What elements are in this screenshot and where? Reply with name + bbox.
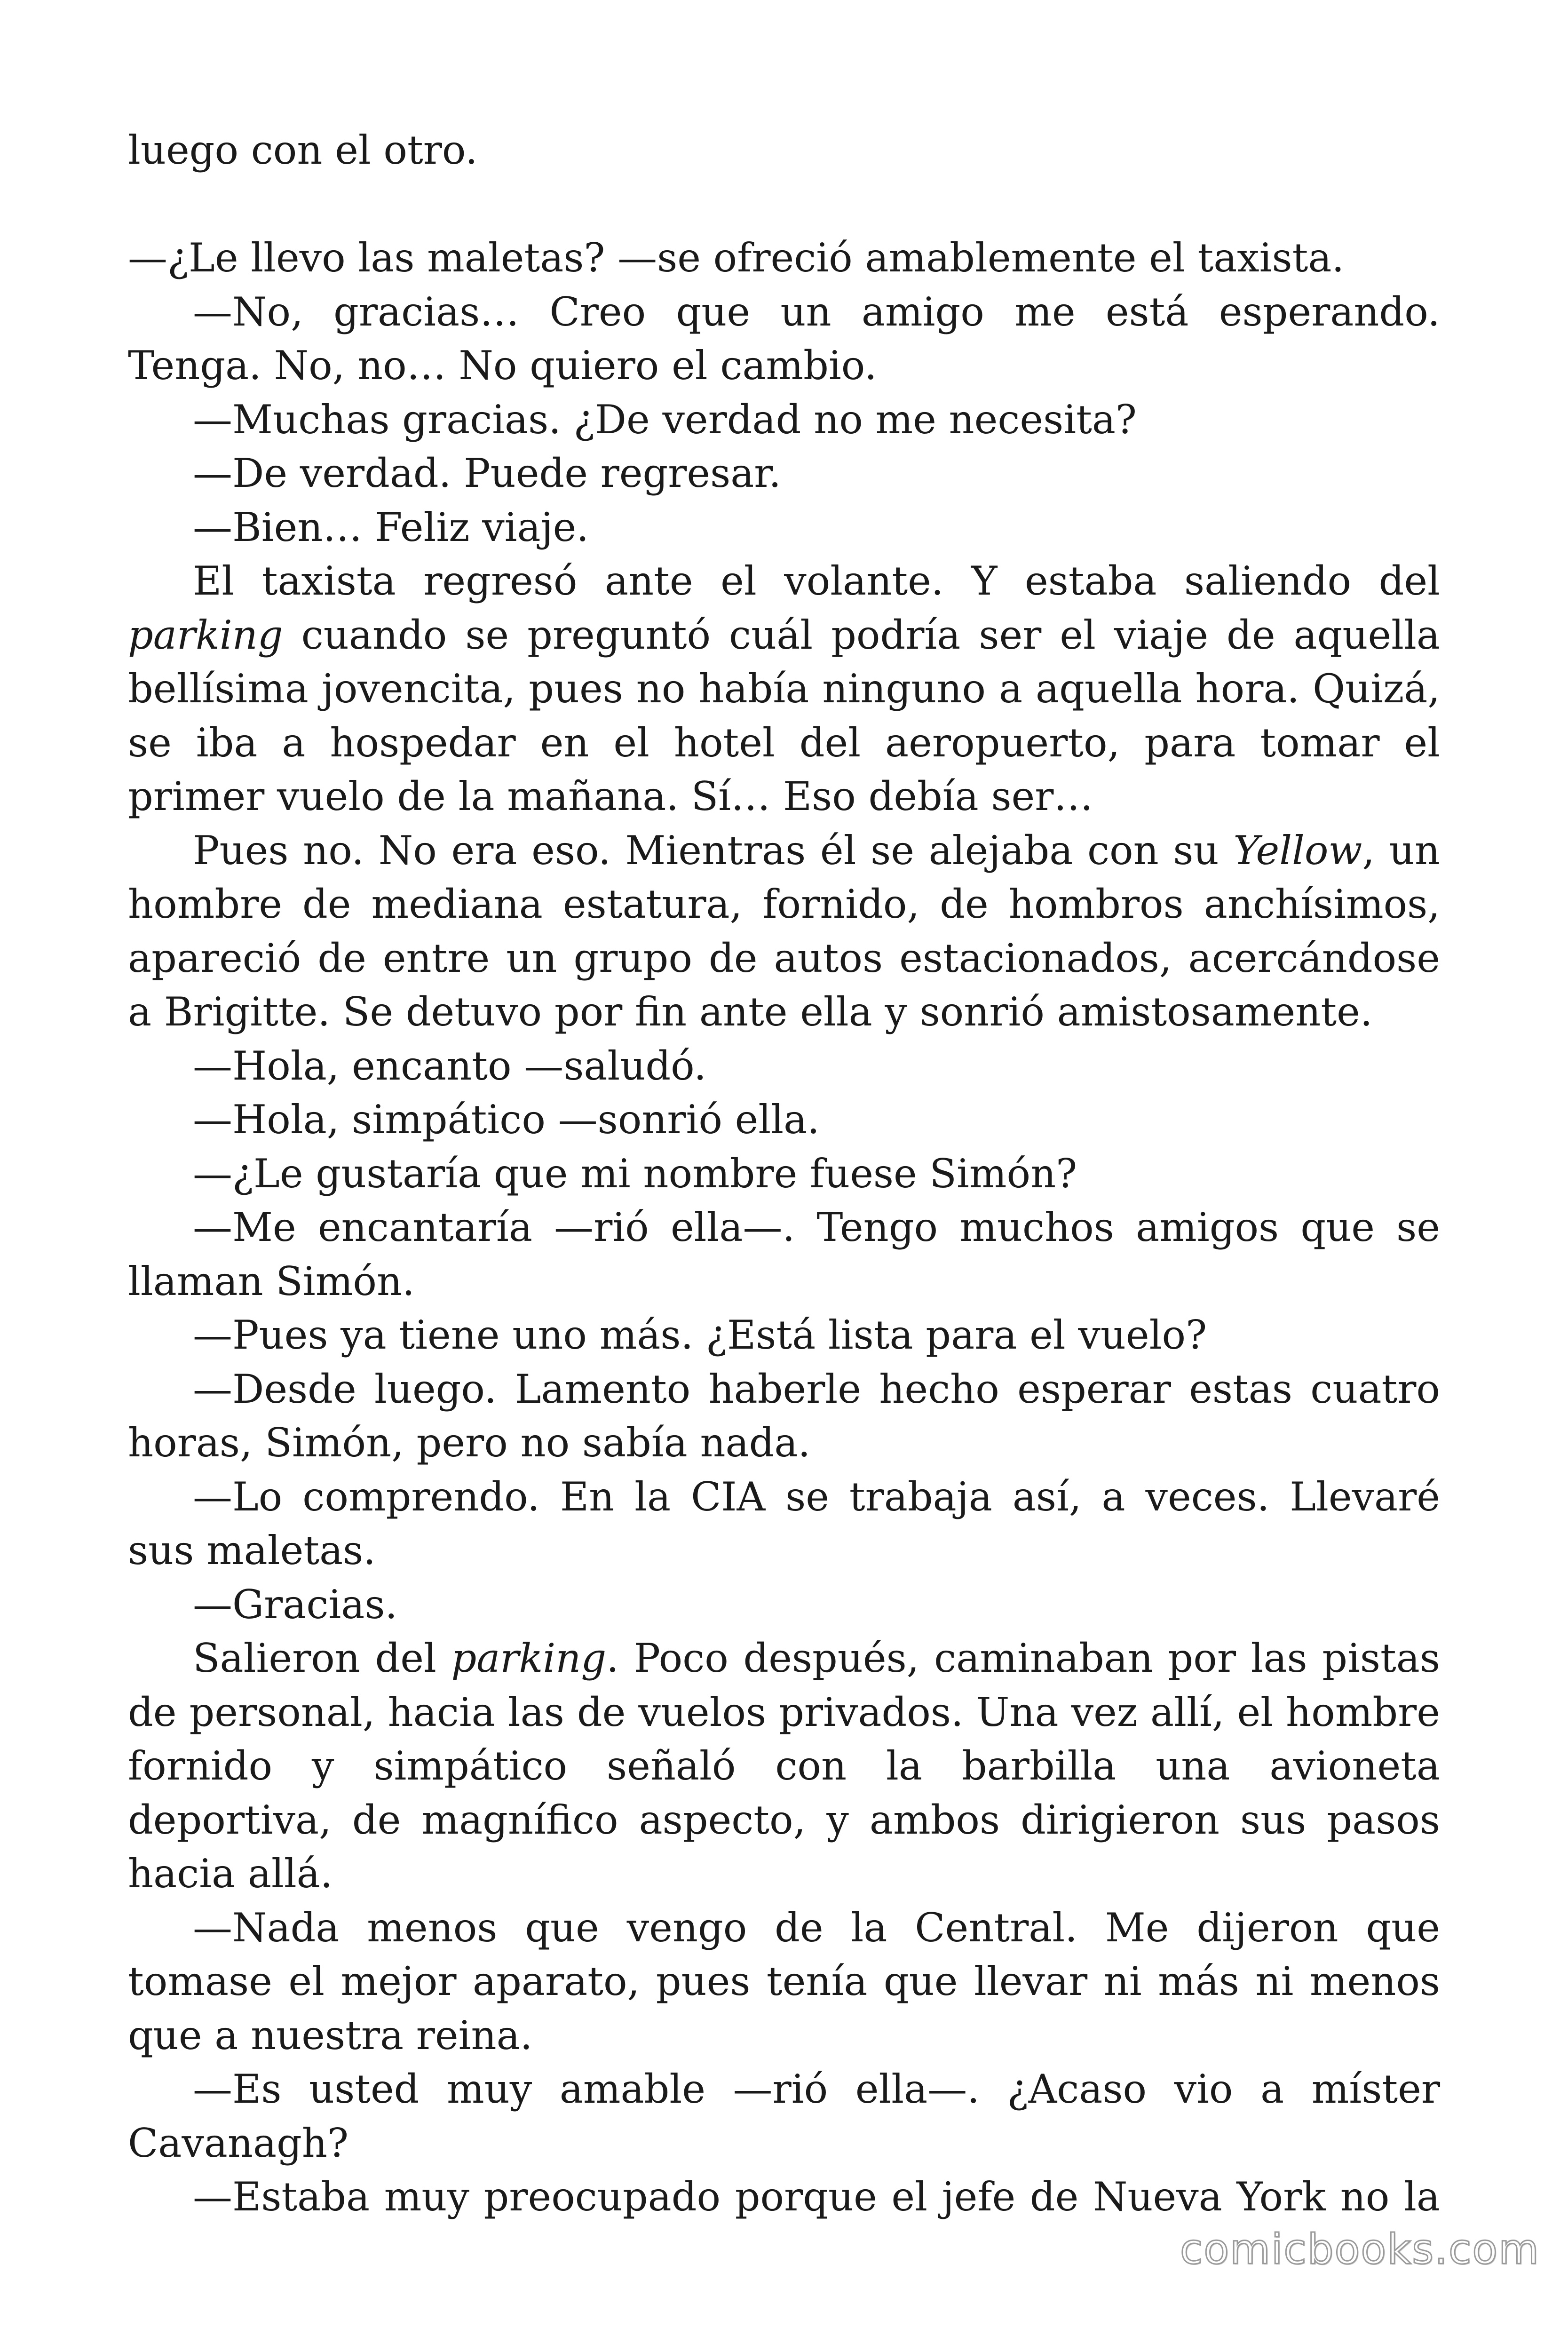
text-run: —Estaba muy preocupado porque el jefe de Nueva York no la — [193, 2174, 1440, 2220]
paragraph — [128, 2062, 1440, 2170]
text-run: —No, gracias… Creo que un amigo me está esperando. Tenga. No, no… No quiero el cambio. — [128, 288, 1440, 389]
text-run: —De verdad. Puede regresar. — [193, 450, 781, 496]
watermark: comicbooks.com — [1180, 2225, 1540, 2273]
paragraph — [128, 1093, 1440, 1147]
text-run: —Desde luego. Lamento haberle hecho esperar estas cuatro horas, Simón, pero no sabía nada. — [128, 1366, 1440, 1466]
text-run: luego con el otro. — [128, 127, 478, 173]
paragraph — [128, 123, 1440, 177]
text-run: —Muchas gracias. ¿De verdad no me necesita? — [193, 396, 1137, 443]
paragraph — [128, 285, 1440, 393]
paragraph — [128, 2170, 1440, 2224]
italic-text: parking — [451, 1635, 607, 1681]
text-run: —Hola, encanto —saludó. — [193, 1042, 706, 1089]
paragraph — [128, 824, 1440, 1039]
text-run: —Lo comprendo. En la CIA se trabaja así, a veces. Llevaré sus maletas. — [128, 1473, 1440, 1573]
italic-text: Yellow — [1233, 827, 1362, 874]
paragraph — [128, 393, 1440, 447]
text-run: , un hombre de mediana estatura, fornido, de hombros anchísimos, apareció de entre un grupo de autos estacionados, acercándose a Brigitte. Se detuvo por fin ante ella y sonrió amistosamente. — [128, 827, 1440, 1035]
text-run: —Bien… Feliz viaje. — [193, 504, 589, 550]
text-run: —Gracias. — [193, 1581, 398, 1628]
text-run: —Es usted muy amable —rió ella—. ¿Acaso vio a míster Cavanagh? — [128, 2066, 1440, 2166]
paragraph — [128, 1308, 1440, 1362]
text-run: Salieron del — [193, 1635, 451, 1681]
text-run: —¿Le gustaría que mi nombre fuese Simón? — [193, 1150, 1077, 1197]
paragraph — [128, 1901, 1440, 2063]
paragraph — [128, 1631, 1440, 1901]
paragraph — [128, 1147, 1440, 1201]
text-run: cuando se preguntó cuál podría ser el viaje de aquella bellísima jovencita, pues no había ninguno a aquella hora. Quizá, se iba a hospedar en el hotel del aeropuerto, para tomar el primer vuelo de la mañana. Sí… Eso debía ser… — [128, 612, 1440, 819]
paragraph — [128, 446, 1440, 501]
text-run: —Pues ya tiene uno más. ¿Está lista para el vuelo? — [193, 1312, 1207, 1358]
paragraph — [128, 1470, 1440, 1578]
paragraph — [128, 1578, 1440, 1632]
paragraph — [128, 231, 1440, 285]
book-page — [128, 123, 1440, 2224]
text-run: —Me encantaría —rió ella—. Tengo muchos amigos que se llaman Simón. — [128, 1204, 1440, 1304]
text-run: Pues no. No era eso. Mientras él se alejaba con su — [193, 827, 1234, 874]
paragraph — [128, 554, 1440, 824]
paragraph — [128, 1362, 1440, 1470]
text-run: —¿Le llevo las maletas? —se ofreció amablemente el taxista. — [128, 235, 1345, 281]
text-run: El taxista regresó ante el volante. Y estaba saliendo del — [193, 558, 1440, 604]
paragraph — [128, 1039, 1440, 1093]
paragraph — [128, 1200, 1440, 1308]
text-run: . Poco después, caminaban por las pistas de personal, hacia las de vuelos privados. Una vez allí, el hombre fornido y simpático señaló con la barbilla una avioneta deportiva, de magnífico aspecto, y ambos dirigieron sus pasos hacia allá. — [128, 1635, 1440, 1897]
italic-text: parking — [128, 612, 283, 658]
paragraph — [128, 501, 1440, 555]
text-run: —Hola, simpático —sonrió ella. — [193, 1097, 820, 1143]
text-run: —Nada menos que vengo de la Central. Me dijeron que tomase el mejor aparato, pues tenía que llevar ni más ni menos que a nuestra reina. — [128, 1904, 1440, 2058]
